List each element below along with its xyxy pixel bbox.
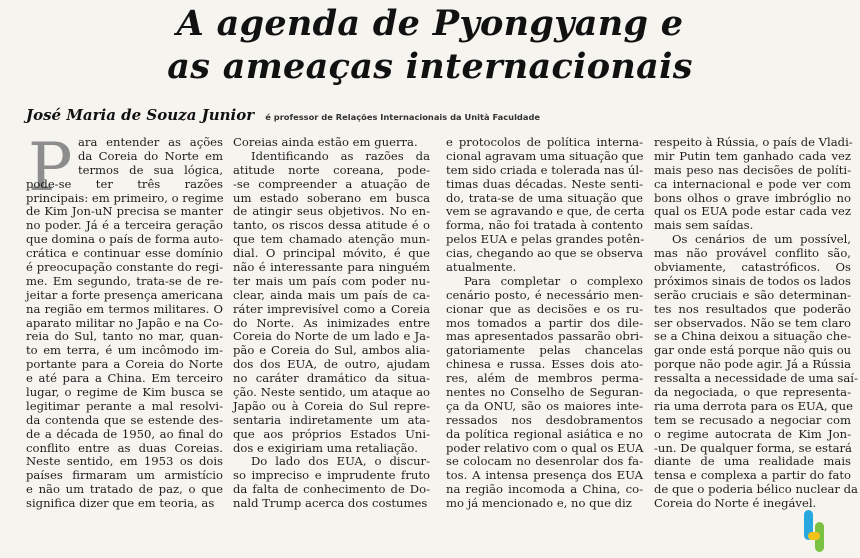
article-line: jeitar a forte presença americana <box>26 287 223 302</box>
article-line: obviamente, catastróficos. Os <box>654 260 851 275</box>
article-line: pode-se ter três razões <box>26 176 223 191</box>
article-line: mas não provável conflito são, <box>654 246 851 261</box>
article-line: ara entender as ações <box>78 135 223 149</box>
article-line: cenário posto, é necessário men- <box>446 287 643 302</box>
article-line: -un. De qualquer forma, se estará <box>654 440 852 455</box>
drop-cap: P <box>28 129 73 206</box>
app-logo-icon <box>802 508 826 554</box>
article-line: so impreciso e imprudente fruto <box>233 468 430 483</box>
article-line: Coreia do Norte é inegável. <box>654 496 817 511</box>
article-line: mo já mencionado e, no que diz <box>446 496 632 511</box>
article-line: -se compreender a atuação de <box>233 176 430 191</box>
headline-line-2: as ameaças internacionais <box>167 46 693 87</box>
author-name: José Maria de Souza Junior <box>26 106 255 124</box>
article-line: diante de uma realidade mais <box>654 454 851 469</box>
article-line: do Norte. As inimizades entre <box>233 315 430 330</box>
article-line: Neste sentido, em 1953 os dois <box>26 454 223 469</box>
article-line: ca internacional e pode ver com <box>654 176 851 191</box>
article-line: no poder. Já é a terceira geração <box>26 218 223 233</box>
article-line: res, além de membros perma- <box>446 371 643 386</box>
article-line: pão e Coreia do Sul, ambos alia- <box>233 343 430 358</box>
article-line: chinesa e russa. Esses dois ato- <box>446 357 643 372</box>
article-line: cionar que as decisões e os ru- <box>446 301 643 316</box>
article-line: e até para a China. Em terceiro <box>26 371 223 386</box>
article-line: qual os EUA pode estar cada vez <box>654 204 851 219</box>
article-line: ressados nos desdobramentos <box>446 412 643 427</box>
article-line: Coreia do Norte de um lado e Ja- <box>233 329 430 344</box>
article-line: principais: em primeiro, o regime <box>26 190 224 205</box>
headline-line-1: A agenda de Pyongyang e <box>176 3 684 44</box>
article-line: dos dos EUA, de outro, ajudam <box>233 357 430 372</box>
article-line: tos. A intensa presença dos EUA <box>446 468 643 483</box>
article-line: atitude norte coreana, pode- <box>233 162 430 177</box>
article-line: tes nos resultados que poderão <box>654 301 851 316</box>
article-line: e não um tratado de paz, o que <box>26 482 223 497</box>
article-line: de Kim Jon-uN precisa se manter <box>26 204 223 219</box>
article-line: é preocupação constante do regi- <box>26 260 223 275</box>
article-line: países firmaram um armistício <box>26 468 223 483</box>
article-line: gatoriamente pelas chancelas <box>446 343 643 358</box>
article-headline <box>0 2 860 88</box>
article-line: de a década de 1950, ao final do <box>26 426 223 441</box>
article-line: dial. O principal móvito, é que <box>233 246 430 261</box>
article-line: ráter imprevisível como a Coreia <box>233 301 430 316</box>
article-line: bons olhos o grave imbróglio no <box>654 190 851 205</box>
article-line: poder relativo com o qual os EUA <box>446 440 644 455</box>
article-line: ça da ONU, são os maiores inte- <box>446 398 643 413</box>
article-line: vem se agravando e que, de certa <box>446 204 645 219</box>
article-line: nentes no Conselho de Seguran- <box>446 385 643 400</box>
article-line: de atingir seus objetivos. No en- <box>233 204 430 219</box>
article-line: da política regional asiática e no <box>446 426 643 441</box>
article-line: e protocolos de política interna- <box>446 135 643 149</box>
article-line: crática e continuar esse domínio <box>26 246 223 261</box>
article-column-2 <box>233 136 430 511</box>
article-column-3 <box>446 136 643 511</box>
article-line: nald Trump acerca dos costumes <box>233 496 428 511</box>
article-line: Coreias ainda estão em guerra. <box>233 135 418 149</box>
article-line: que tem chamado atenção mun- <box>233 232 430 247</box>
article-line: cional agravam uma situação que <box>446 148 644 163</box>
article-line: da falta de conhecimento de Do- <box>233 482 430 497</box>
article-line: tem sido criada e tolerada nas úl- <box>446 162 643 177</box>
article-line: me. Em segundo, trata-se de re- <box>26 273 223 288</box>
article-line: mos tomados a partir dos dile- <box>446 315 643 330</box>
article-line: tensa e complexa a partir do fato <box>654 468 851 483</box>
article-line: sentaria indiretamente um ata- <box>233 412 430 427</box>
article-line: reia do Sul, tanto no mar, quan- <box>26 329 223 344</box>
article-line: no caráter dramático da situa- <box>233 371 430 386</box>
article-line: portante para a Coreia do Norte <box>26 357 223 372</box>
article-line: gar onde está porque não quis ou <box>654 343 852 358</box>
article-line: da negociada, o que representa- <box>654 385 851 400</box>
article-line: que aos próprios Estados Uni- <box>233 426 430 441</box>
article-column-1 <box>26 129 224 511</box>
article-line: dos e exigiriam uma retaliação. <box>233 440 418 455</box>
article-line: próximos sinais de todos os lados <box>654 273 851 288</box>
article-line: timas duas décadas. Neste senti- <box>446 176 643 191</box>
article-line: se colocam no desenrolar dos fa- <box>446 454 643 469</box>
article-line: que domina o país de forma autο- <box>26 232 224 247</box>
article-line: se a China deixou a situação che- <box>654 329 851 344</box>
article-line: mas apresentados passarão obri- <box>446 329 643 344</box>
article-line: ressalta a necessidade de uma saí- <box>654 371 858 386</box>
article-line: conflito entre as duas Coreias. <box>26 440 223 455</box>
article-line: não é interessante para ninguém <box>233 260 430 275</box>
article-line: ção. Neste sentido, um ataque ao <box>233 385 430 400</box>
byline <box>26 105 846 124</box>
article-line: Os cenários de um possível, <box>672 232 851 247</box>
article-line: forma, não foi tratada à contento <box>446 218 643 233</box>
article-line: cias, chegando ao que se observa <box>446 246 643 261</box>
article-line: um estado soberano em busca <box>233 190 430 205</box>
article-line: Japão ou à Coreia do Sul repre- <box>233 398 430 413</box>
article-line: do, trata-se de uma situação que <box>446 190 643 205</box>
article-line: legitimar perante a mal resolvi- <box>26 398 223 413</box>
article-line: pelos EUA e pelas grandes potên- <box>446 232 645 247</box>
article-line: ser observados. Não se tem claro <box>654 315 851 330</box>
article-line: da contenda que se estende des- <box>26 412 223 427</box>
article-line: ter mais um país com poder nu- <box>233 273 430 288</box>
article-line: Para completar o complexo <box>464 273 643 288</box>
article-line: tem se recusado a negociar com <box>654 412 851 427</box>
article-line: mais peso nas decisões de políti- <box>654 162 851 177</box>
article-line: na região incomoda a China, co- <box>446 482 643 497</box>
article-line: significa dizer que em teoria, as <box>26 496 215 511</box>
article-line: ria uma derrota para os EUA, que <box>654 398 853 413</box>
article-line: respeito à Rússia, o país de Vladi- <box>654 135 853 149</box>
article-line: lugar, o regime de Kim busca se <box>26 385 223 400</box>
article-line: mir Putin tem ganhado cada vez <box>654 148 851 163</box>
article-line: na região em termos militares. O <box>26 301 223 316</box>
article-line: Do lado dos EUA, o discur- <box>251 454 430 469</box>
article-line: de que o poderia bélico nuclear da <box>654 482 858 497</box>
article-line: serão cruciais e são determinan- <box>654 287 851 302</box>
article-line: da Coreia do Norte em <box>78 148 223 163</box>
article-line: mais sem saídas. <box>654 218 754 233</box>
article-line: porque não pode agir. Já a Rússia <box>654 357 852 372</box>
article-line: Identificando as razões da <box>251 148 430 163</box>
article-line: termos de sua lógica, <box>78 162 223 177</box>
article-line: to em terra, é um incômodo im- <box>26 343 223 358</box>
article-line: atualmente. <box>446 260 517 275</box>
article-line: clear, ainda mais um país de ca- <box>233 287 430 302</box>
article-line: tanto, os riscos dessa atitude é o <box>233 218 430 233</box>
article-line: o regime autocrata de Kim Jon- <box>654 426 851 441</box>
author-role: é professor de Relações Internacionais da Unità Faculdade <box>265 112 541 122</box>
article-line: aparato militar no Japão e na Co- <box>26 315 223 330</box>
logo-bar-yellow <box>808 532 820 540</box>
article-column-4 <box>654 135 858 511</box>
